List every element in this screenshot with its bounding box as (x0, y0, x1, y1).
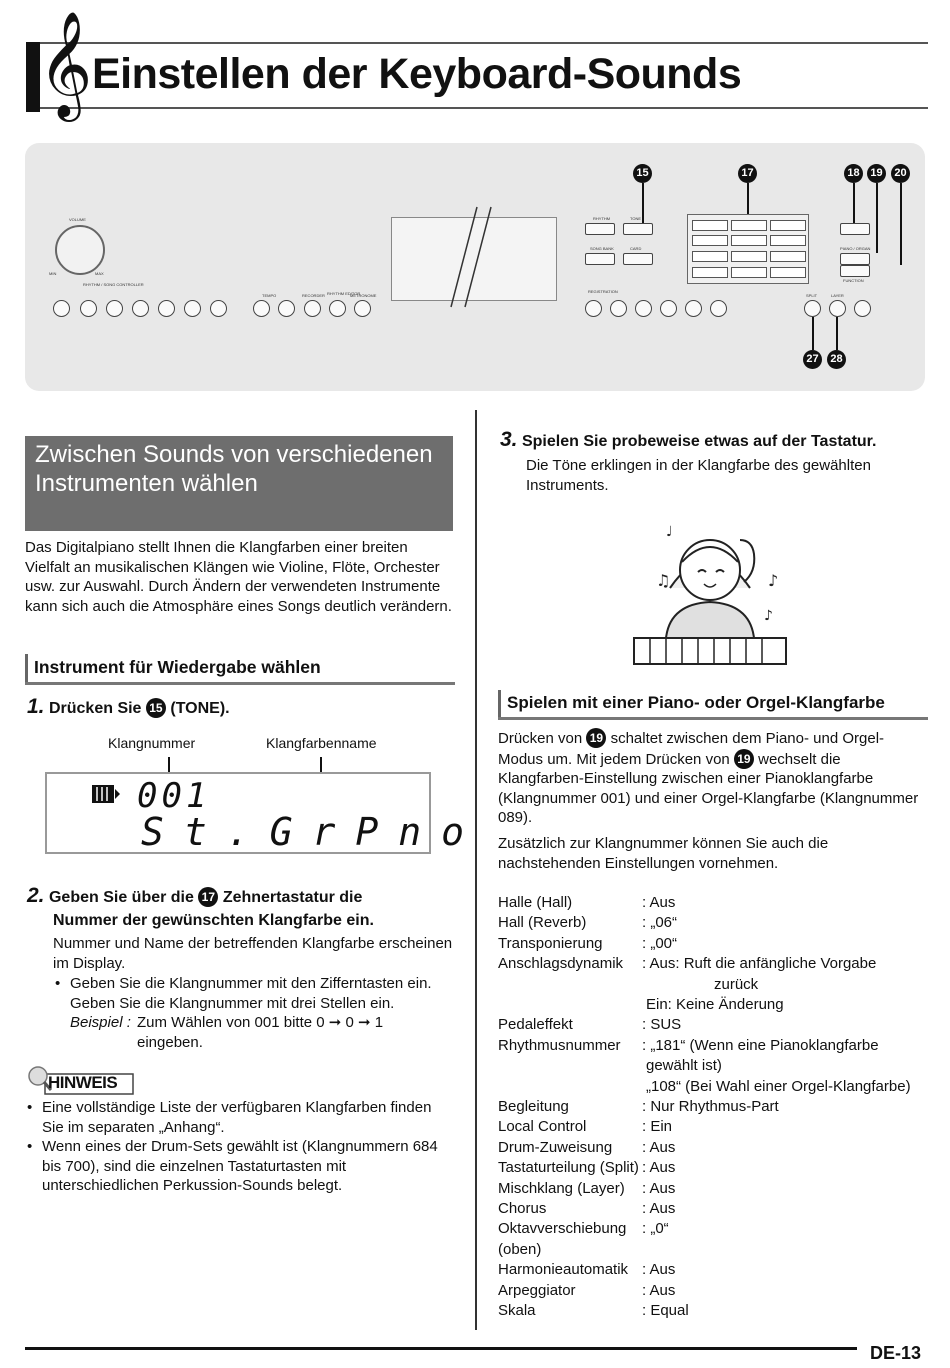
tone-button (623, 223, 653, 235)
settings-row: Mischklang (Layer) : Aus (498, 1179, 676, 1197)
step-3-body: Die Töne erklingen in der Klangfarbe des gewählten Instruments. (526, 457, 871, 494)
panel-button (158, 300, 175, 317)
example-text: Zum Wählen von 001 bitte 0 ➞ 0 ➞ 1 (137, 1014, 384, 1031)
callout-19-inline: 19 (586, 728, 606, 748)
keypad-key (770, 235, 806, 246)
recorder-label: RECORDER (302, 293, 325, 298)
panel-button (585, 300, 602, 317)
layer-button (829, 300, 846, 317)
panel-button (685, 300, 702, 317)
tone-label: TONE (630, 216, 642, 221)
panel-button (278, 300, 295, 317)
step-2-bullet: Geben Sie die Klangnummer mit den Zifferntasten ein. Geben Sie die Klangnummer mit drei Stellen ein. (70, 975, 432, 1012)
callout-28: 28 (827, 350, 846, 369)
label-klangnummer: Klangnummer (108, 735, 196, 751)
callout-19: 19 (867, 164, 886, 183)
settings-row: Transponierung : „00“ (498, 934, 678, 952)
panel-button (660, 300, 677, 317)
settings-row: Pedaleffekt : SUS (498, 1016, 682, 1034)
panel-button (106, 300, 123, 317)
lcd-tone-name: St.GrPno (141, 810, 485, 854)
settings-row: (oben) (498, 1240, 542, 1258)
lcd-break-lines (391, 203, 561, 313)
callout-line (876, 183, 878, 253)
panel-button (304, 300, 321, 317)
svg-text:♪: ♪ (764, 608, 773, 624)
settings-row: Rhythmusnummer : „181“ (Wenn eine Pianoklangfarbe (498, 1036, 879, 1054)
keypad-key (692, 235, 728, 246)
keyboard-panel-illustration (25, 143, 925, 391)
settings-row: Begleitung : Nur Rhythmus-Part (498, 1098, 779, 1115)
tempo-label: TEMPO (262, 293, 277, 298)
note-1: Eine vollständige Liste der verfügbaren Klangfarben finden Sie im separaten „Anhang“. (42, 1099, 432, 1136)
rhythm-button (585, 223, 615, 235)
step-2 (27, 885, 362, 909)
step-text: Drücken Sie (48, 700, 142, 717)
bullet-dot: • (27, 1099, 33, 1116)
card-label: CARD (630, 246, 642, 251)
subheading-instrument: Instrument für Wiedergabe wählen (25, 654, 454, 682)
min-label: MIN (49, 271, 57, 276)
organ-text: schaltet zwischen dem Piano- und Orgel-Modus um. Mit jedem Drücken von (498, 730, 885, 768)
settings-row: Arpeggiator : Aus (498, 1281, 676, 1299)
lcd-tone-number: 001 (137, 776, 211, 816)
step-number: 2. (27, 884, 45, 907)
step-2-line-2: Nummer der gewünschten Klangfarbe ein. (53, 912, 374, 929)
panel-button (253, 300, 270, 317)
step-2-body: Nummer und Name der betreffenden Klangfarbe erscheinen im Display. (53, 935, 453, 972)
callout-line (836, 317, 838, 350)
settings-row: Local Control : Ein (498, 1118, 673, 1136)
step-number: 3. (500, 428, 518, 451)
callout-15-inline: 15 (146, 698, 166, 718)
rhythm-song-label: RHYTHM / SONG CONTROLLER (83, 282, 144, 287)
callout-15: 15 (633, 164, 652, 183)
piano-organ-label: PIANO / ORGAN (840, 246, 871, 251)
keyboard-icon (91, 784, 121, 804)
callout-line (747, 183, 749, 214)
settings-row: Tastaturteilung (Split) : Aus (498, 1159, 676, 1177)
callout-line (853, 183, 855, 223)
keypad-key (731, 251, 767, 262)
label-klangfarbenname: Klangfarbenname (266, 735, 377, 751)
numeric-keypad (687, 214, 809, 284)
callout-27: 27 (803, 350, 822, 369)
keypad-key (731, 267, 767, 278)
settings-row: Skala : Equal (498, 1302, 689, 1319)
callout-18: 18 (844, 164, 863, 183)
metronome-label: METRONOME (350, 293, 377, 298)
keypad-key (770, 251, 806, 262)
song-bank-label: SONG BANK (590, 246, 614, 251)
panel-button (329, 300, 346, 317)
power-button (53, 300, 70, 317)
callout-17: 17 (738, 164, 757, 183)
panel-button (210, 300, 227, 317)
keypad-key (731, 220, 767, 231)
section-heading: Zwischen Sounds von verschiedenen Instrumenten wählen (25, 436, 453, 531)
settings-row: Drum-Zuweisung : Aus (498, 1138, 676, 1156)
organ-text: Drücken von (498, 730, 583, 747)
layer-label: LAYER (831, 293, 844, 298)
function-button (840, 265, 870, 277)
rhythm-editor-label: RHYTHM EDITOR (327, 291, 361, 296)
max-label: MAX (95, 271, 104, 276)
footer-rule (25, 1347, 857, 1350)
panel-button (610, 300, 627, 317)
subheading-piano-organ: Spielen mit einer Piano- oder Orgel-Klangfarbe (498, 690, 937, 718)
registration-label: REGISTRATION (588, 289, 618, 294)
staff-line (30, 107, 928, 109)
settings-row: Anschlagsdynamik : Aus: Ruft die anfängliche Vorgabe (498, 955, 877, 973)
rhythm-label: RHYTHM (593, 216, 611, 221)
card-button (623, 253, 653, 265)
example-text-2: eingeben. (137, 1034, 203, 1051)
function-label: FUNCTION (843, 278, 864, 283)
enter-key (770, 220, 806, 231)
organ-text: wechselt die Klangfarben-Einstellung zwischen einer Pianoklangfarbe (Klangnummer 001) und einer Orgel-Klangfarbe (Klangnummer 089). (498, 750, 919, 826)
callout-19-inline: 19 (734, 749, 754, 769)
hint-heading: HINWEIS (48, 1073, 118, 1092)
step-text: Geben Sie über die (48, 889, 194, 906)
bullet-dot: • (27, 1138, 33, 1155)
split-label: SPLIT (806, 293, 818, 298)
settings-row: Oktavverschiebung : „0“ (498, 1220, 669, 1238)
svg-text:♩: ♩ (666, 524, 673, 540)
organ-paragraph-2: Zusätzlich zur Klangnummer können Sie auch die nachstehenden Einstellungen vornehmen. (498, 835, 829, 872)
lcd-display (45, 772, 485, 854)
volume-knob (55, 225, 105, 275)
auto-harmonize-button (854, 300, 871, 317)
step-1 (27, 696, 230, 720)
intro-paragraph: Das Digitalpiano stellt Ihnen die Klangfarben einer breiten Vielfalt an musikalischen Klängen wie Violine, Flöte, Orchester usw. zur Auswahl. Durch Ändern der verwendeten Instrumente kann sich auch die Atmosphäre eines Songs deutlich verändern. (25, 539, 452, 615)
panel-button (635, 300, 652, 317)
panel-button (840, 223, 870, 235)
store-button (710, 300, 727, 317)
panel-button (184, 300, 201, 317)
keypad-key (731, 235, 767, 246)
note-2: Wenn eines der Drum-Sets gewählt ist (Klangnummern 684 bis 700), sind die einzelnen Tastaturtasten mit unterschiedlichen Perkussion-Sounds belegt. (42, 1138, 438, 1194)
subheading-rule (498, 717, 928, 720)
settings-row: Harmonieautomatik : Aus (498, 1261, 676, 1279)
organ-paragraph-1 (498, 728, 926, 828)
bullet-dot: • (55, 975, 61, 992)
keypad-key (692, 251, 728, 262)
column-divider (475, 410, 477, 1330)
settings-row: Hall (Reverb) : „06“ (498, 914, 678, 932)
settings-row: Chorus : Aus (498, 1200, 676, 1217)
treble-clef-icon: 𝄞 (38, 10, 93, 117)
settings-row: Halle (Hall) : Aus (498, 894, 676, 911)
step-3 (500, 429, 876, 453)
subheading-rule (25, 682, 455, 685)
callout-17-inline: 17 (198, 887, 218, 907)
keypad-key (692, 220, 728, 231)
svg-text:♫: ♫ (656, 571, 671, 590)
song-bank-button (585, 253, 615, 265)
callout-20: 20 (891, 164, 910, 183)
svg-text:♪: ♪ (768, 571, 779, 590)
step-text: (TONE). (170, 700, 230, 717)
keypad-key (770, 267, 806, 278)
panel-button (354, 300, 371, 317)
page-title: Einstellen der Keyboard-Sounds (92, 50, 742, 98)
volume-label: VOLUME (69, 217, 86, 222)
callout-line (812, 317, 814, 350)
example-label: Beispiel : (70, 1014, 131, 1031)
step-text: Zehnertastatur die (222, 889, 363, 906)
page-number: DE-13 (870, 1343, 922, 1363)
callout-line (900, 183, 902, 265)
panel-button (132, 300, 149, 317)
piano-organ-button (840, 253, 870, 265)
step-number: 1. (27, 695, 45, 718)
panel-button (80, 300, 97, 317)
step-text: Spielen Sie probeweise etwas auf der Tastatur. (521, 433, 877, 450)
callout-line (642, 183, 644, 223)
girl-playing-piano-illustration (630, 510, 790, 670)
staff-line (30, 42, 928, 44)
keypad-key (692, 267, 728, 278)
split-button (804, 300, 821, 317)
